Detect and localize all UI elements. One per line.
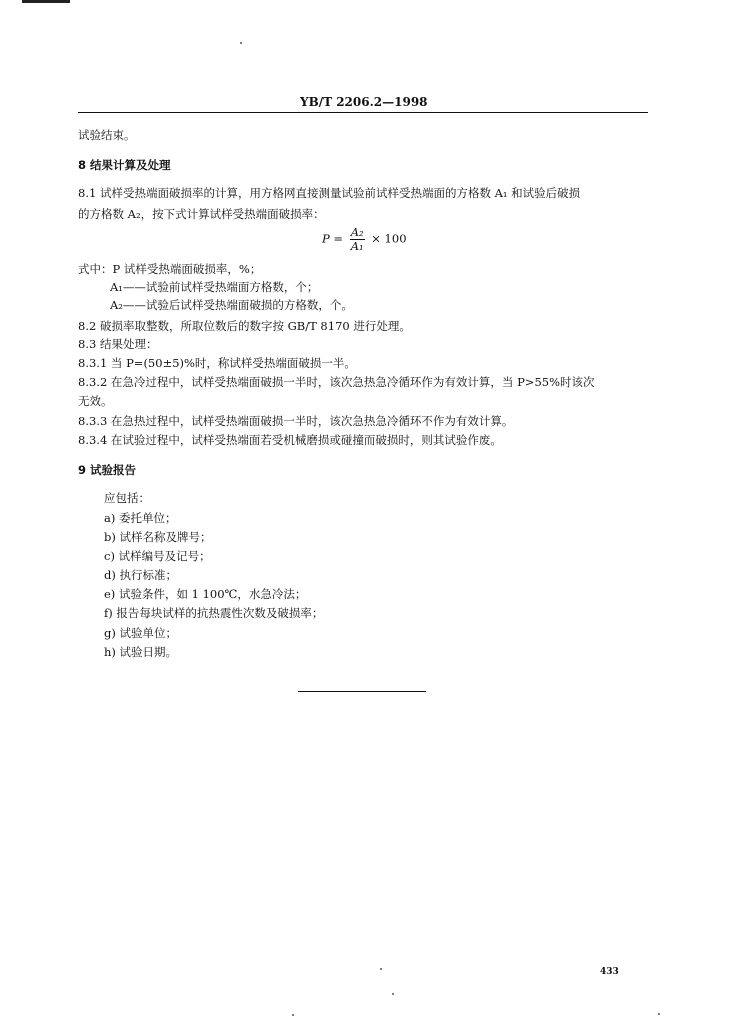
- list-item: a) 委托单位；: [104, 511, 177, 525]
- scan-speck: [380, 968, 382, 970]
- scan-speck: [292, 1014, 294, 1016]
- page-number: 433: [600, 967, 619, 977]
- list-item: c) 试样编号及记号；: [104, 549, 211, 563]
- document-header: YB/T 2206.2—1998: [300, 95, 428, 109]
- list-item: e) 试验条件，如 1 100℃，水急冷法；: [104, 587, 307, 601]
- scan-speck: [240, 42, 242, 44]
- formula-fraction: [350, 226, 365, 253]
- body-line: 8.3 结果处理：: [78, 337, 158, 351]
- end-rule: [298, 691, 426, 692]
- body-line: 8.3.1 当 P=(50±5)%时，称试样受热端面破损一半。: [78, 356, 356, 370]
- list-item: h) 试验日期。: [104, 645, 178, 659]
- body-line: 8.3.3 在急热过程中，试样受热端面破损一半时，该次急热急冷循环不作为有效计算。: [78, 414, 514, 428]
- scan-speck: [658, 1013, 660, 1015]
- definition-line: A₁——试验前试样受热端面方格数，个；: [110, 280, 319, 294]
- header-rule: [78, 112, 648, 113]
- body-line: 应包括：: [104, 491, 150, 505]
- section-heading: 9 试验报告: [78, 463, 137, 477]
- scan-artifact: [22, 0, 70, 3]
- formula: [322, 226, 407, 253]
- list-item: f) 报告每块试样的抗热震性次数及破损率；: [104, 606, 324, 620]
- formula-lhs: P =: [322, 231, 344, 246]
- section-heading: 8 结果计算及处理: [78, 158, 171, 172]
- body-line: 8.2 破损率取整数，所取位数后的数字按 GB/T 8170 进行处理。: [78, 319, 411, 333]
- definition-line: 式中：P 试样受热端面破损率，%；: [78, 262, 262, 276]
- definition-line: A₂——试验后试样受热端面破损的方格数，个。: [110, 298, 353, 312]
- body-line: 8.3.4 在试验过程中，试样受热端面若受机械磨损或碰撞而破损时，则其试验作废。: [78, 433, 502, 447]
- formula-denominator: A₁: [350, 239, 364, 253]
- list-item: g) 试验单位；: [104, 626, 178, 640]
- formula-numerator: A₂: [350, 225, 364, 239]
- formula-rhs: × 100: [371, 231, 407, 246]
- body-line: 8.1 试样受热端面破损率的计算，用方格网直接测量试验前试样受热端面的方格数 A₁ 和试验后破损: [78, 186, 581, 200]
- body-line: 试验结束。: [78, 128, 136, 142]
- body-line: 8.3.2 在急冷过程中，试样受热端面破损一半时，该次急热急冷循环作为有效计算，当 P>55%时该次: [78, 375, 595, 389]
- body-line: 无效。: [78, 394, 113, 408]
- scan-speck: [392, 993, 394, 995]
- list-item: b) 试样名称及牌号；: [104, 530, 212, 544]
- body-line: 的方格数 A₂，按下式计算试样受热端面破损率：: [78, 207, 325, 221]
- list-item: d) 执行标准；: [104, 568, 178, 582]
